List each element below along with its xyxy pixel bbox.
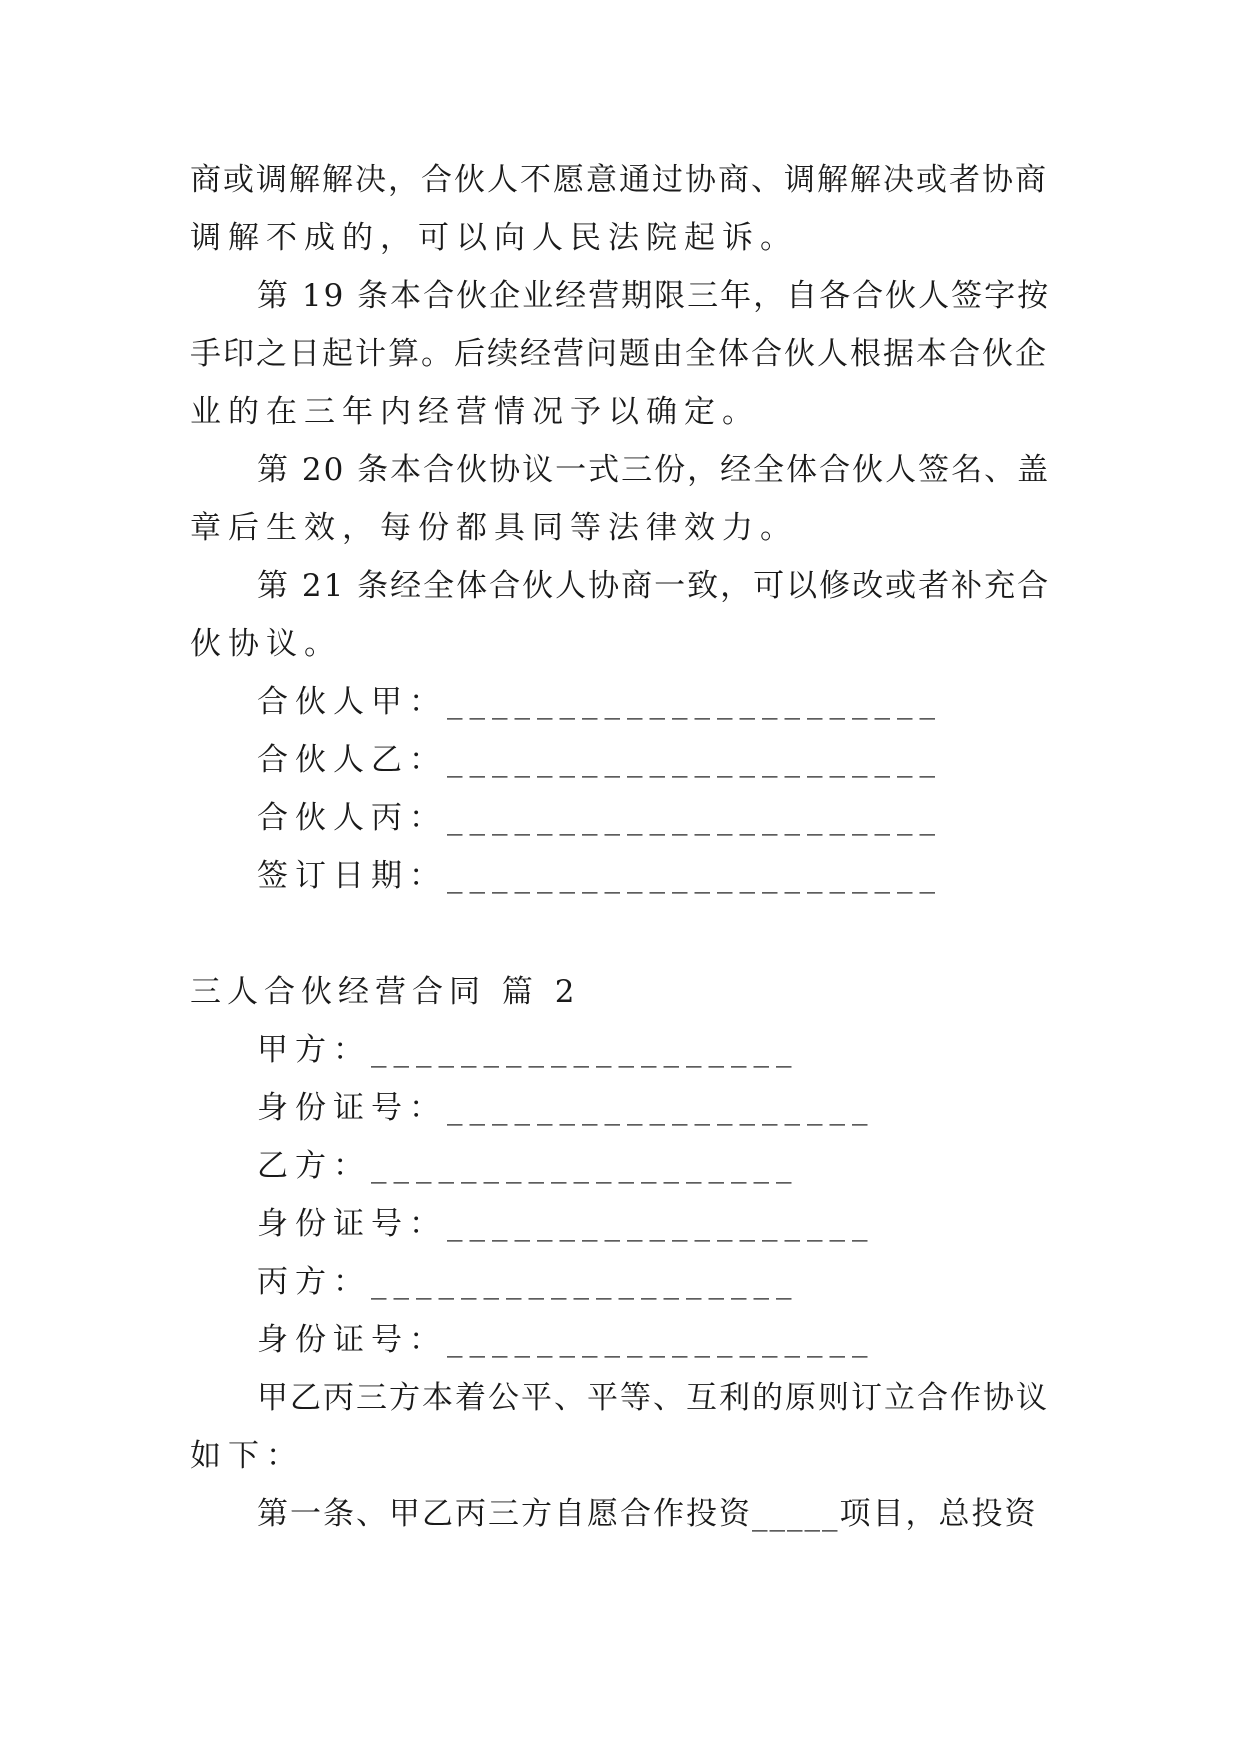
party-b-id-field: 身份证号：___________________ <box>257 1206 875 1242</box>
article-21-line: 第 21 条经全体合伙人协商一致，可以修改或者补充合 <box>257 568 1051 604</box>
paragraph-line: 手印之日起计算。后续经营问题由全体合伙人根据本合伙企 <box>190 336 1048 372</box>
signature-partner-a: 合伙人甲：______________________ <box>257 684 942 720</box>
section-heading: 三人合伙经营合同 篇 2 <box>190 974 581 1010</box>
article-19-line: 第 19 条本合伙企业经营期限三年，自各合伙人签字按 <box>257 278 1051 314</box>
signature-partner-b: 合伙人乙：______________________ <box>257 742 942 778</box>
party-a-id-field: 身份证号：___________________ <box>257 1090 875 1126</box>
party-b-field: 乙方：___________________ <box>257 1148 799 1184</box>
party-c-id-field: 身份证号：___________________ <box>257 1322 875 1358</box>
article-one-line: 第一条、甲乙丙三方自愿合作投资_____项目，总投资 <box>257 1496 1038 1532</box>
paragraph-line: 业的在三年内经营情况予以确定。 <box>190 394 760 430</box>
party-c-field: 丙方：___________________ <box>257 1264 799 1300</box>
paragraph-line: 调解不成的，可以向人民法院起诉。 <box>190 220 798 256</box>
paragraph-line: 伙协议。 <box>190 626 342 662</box>
paragraph-line: 甲乙丙三方本着公平、平等、互利的原则订立合作协议 <box>257 1380 1049 1416</box>
paragraph-line: 章后生效，每份都具同等法律效力。 <box>190 510 798 546</box>
signature-partner-c: 合伙人丙：______________________ <box>257 800 942 836</box>
paragraph-line: 如下： <box>190 1438 304 1474</box>
article-20-line: 第 20 条本合伙协议一式三份，经全体合伙人签名、盖 <box>257 452 1051 488</box>
party-a-field: 甲方：___________________ <box>257 1032 799 1068</box>
signing-date: 签订日期：______________________ <box>257 858 942 894</box>
paragraph-line: 商或调解解决，合伙人不愿意通过协商、调解解决或者协商 <box>190 162 1048 198</box>
